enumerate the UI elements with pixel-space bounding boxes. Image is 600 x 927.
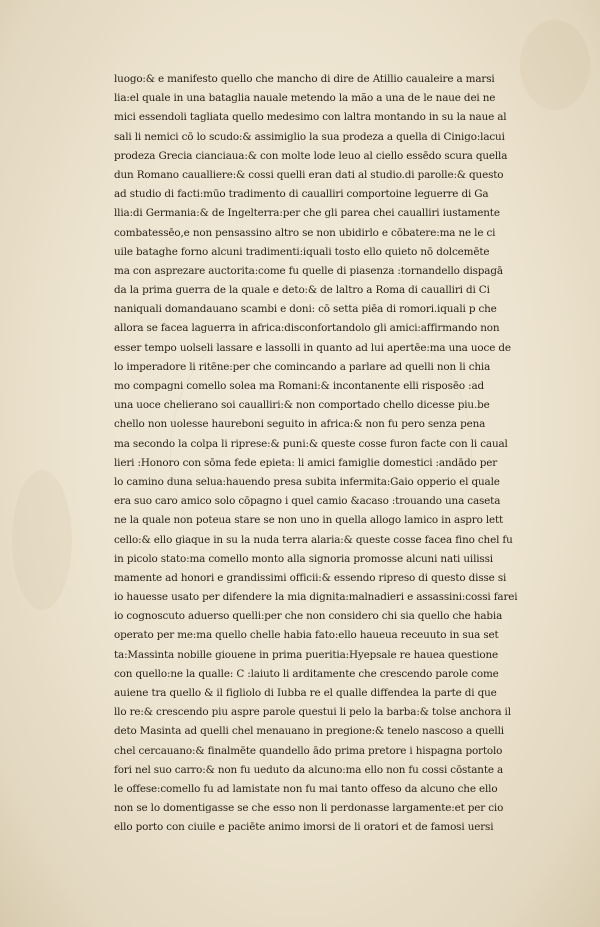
text-line: io hauesse usato per difendere la mia dignita:malnadieri e assassini:cossi farei — [114, 591, 518, 604]
text-line: non se lo domentigasse se che esso non li perdonasse largamente:et per cio — [114, 802, 504, 815]
text-line: mo compagni comello solea ma Romani:& incontanente elli risposēo :ad — [114, 380, 484, 392]
text-line: llia:di Germania:& de Ingelterra:per che gli parea chei caualliri iustamente — [114, 207, 500, 220]
text-line: ello porto con ciuile e paciēte animo imorsi de li oratori et de famosi uersi — [114, 821, 494, 834]
text-line: naniquali domandauano scambi e doni: cō setta piēa di romori.iquali p che — [114, 303, 497, 316]
text-line: ma secondo la colpa li riprese:& puni:& queste cosse furon facte con li caual — [114, 437, 508, 450]
text-line: era suo caro amico solo cōpagno i quel camio &acaso :trouando una caseta — [114, 495, 501, 508]
page-stain — [12, 470, 72, 610]
text-line: prodeza Grecia cianciaua:& con molte lode leuo al ciello essēdo scura quella — [114, 149, 508, 162]
text-line: lo imperadore li ritēne:per che comincando a parlare ad quelli non li chia — [114, 360, 491, 373]
text-line: allora se facea laguerra in africa:disconfortandolo gli amici:affirmando non — [114, 322, 500, 335]
text-line: fori nel suo carro:& non fu ueduto da alcuno:ma ello non fu cossi cōstante a — [114, 763, 504, 776]
text-line: luogo:& e manifesto quello che mancho di dire de Atillio caualeire a marsi — [114, 73, 495, 85]
body-text — [114, 70, 574, 838]
text-line: ad studio di facti:mūo tradimento di caualliri comportoine leguerre di Ga — [114, 188, 489, 201]
text-line: lo camino duna selua:hauendo presa subita infermita:Gaio opperio el quale — [114, 475, 500, 488]
text-line: una uoce chelierano soi caualliri:& non comportado chello dicesse piu.be — [114, 399, 490, 412]
text-line: con quello:ne la qualle: C :laiuto li arditamente che crescendo parole come — [114, 667, 499, 680]
text-line: sali li nemici cō lo scudo:& assimiglio la sua prodeza a quella di Cinigo:lacui — [114, 130, 505, 143]
text-line: lieri :Honoro con sōma fede epieta: li amici famiglie domestici :andādo per — [114, 456, 498, 469]
text-line: le offese:comello fu ad lamistate non fu mai tanto offeso da alcuno che ello — [114, 782, 498, 795]
text-line: uile bataghe forno alcuni tradimenti:iquali tosto ello quieto nō dolcemēte — [114, 245, 490, 258]
text-line: mici essendoli tagliata quello medesimo con laltra montando in su la naue al — [114, 111, 507, 124]
text-line: ma con asprezare auctorita:come fu quelle di piasenza :tornandello dispagā — [114, 264, 503, 277]
text-line: mamente ad honori e grandissimi officii:& essendo ripreso di questo disse si — [114, 571, 507, 584]
text-line: in picolo stato:ma comello monto alla signoria promosse alcuni nati uilissi — [114, 552, 493, 565]
text-line: dun Romano caualliere:& cossi quelli eran dati al studio.di parolle:& questo — [114, 168, 504, 181]
text-line: ne la quale non poteua stare se non uno in quella allogo lamico in aspro lett — [114, 514, 504, 527]
text-line: esser tempo uolseli lassare e lassolli in quanto ad lui apertēe:ma una uoce de — [114, 341, 511, 354]
text-line: io cognoscuto aduerso quelli:per che non considero chi sia quello che habia — [114, 610, 503, 623]
text-line: deto Masinta ad quelli chel menauano in pregione:& tenelo nascoso a quelli — [114, 725, 504, 738]
text-line: cello:& ello giaque in su la nuda terra alaria:& queste cosse facea fino chel fu — [114, 533, 513, 546]
text-line: llo re:& crescendo piu aspre parole questui li pelo la barba:& tolse anchora il — [114, 706, 511, 719]
text-line: da la prima guerra de la quale e deto:& de laltro a Roma di caualliri di Ci — [114, 284, 490, 297]
text-line: ta:Massinta nobille giouene in prima pueritia:Hyepsale re hauea questione — [114, 648, 499, 661]
text-line: combatessēo,e non pensassino altro se non ubidirlo e cōbatere:ma ne le ci — [114, 226, 496, 239]
text-line: auiene tra quello & il figliolo di Iubba re el qualle diffendea la parte di que — [114, 687, 497, 699]
text-line: chel cercauano:& finalmēte quandello ādo prima pretore i hispagna portolo — [114, 744, 503, 757]
text-line: lia:el quale in una bataglia nauale metendo la mão a una de le naue dei ne — [114, 92, 496, 105]
text-line: chello non uolesse haureboni seguito in africa:& non fu pero senza pena — [114, 418, 486, 431]
text-line: operato per me:ma quello chelle habia fato:ello haueua receuuto in sua set — [114, 629, 499, 642]
